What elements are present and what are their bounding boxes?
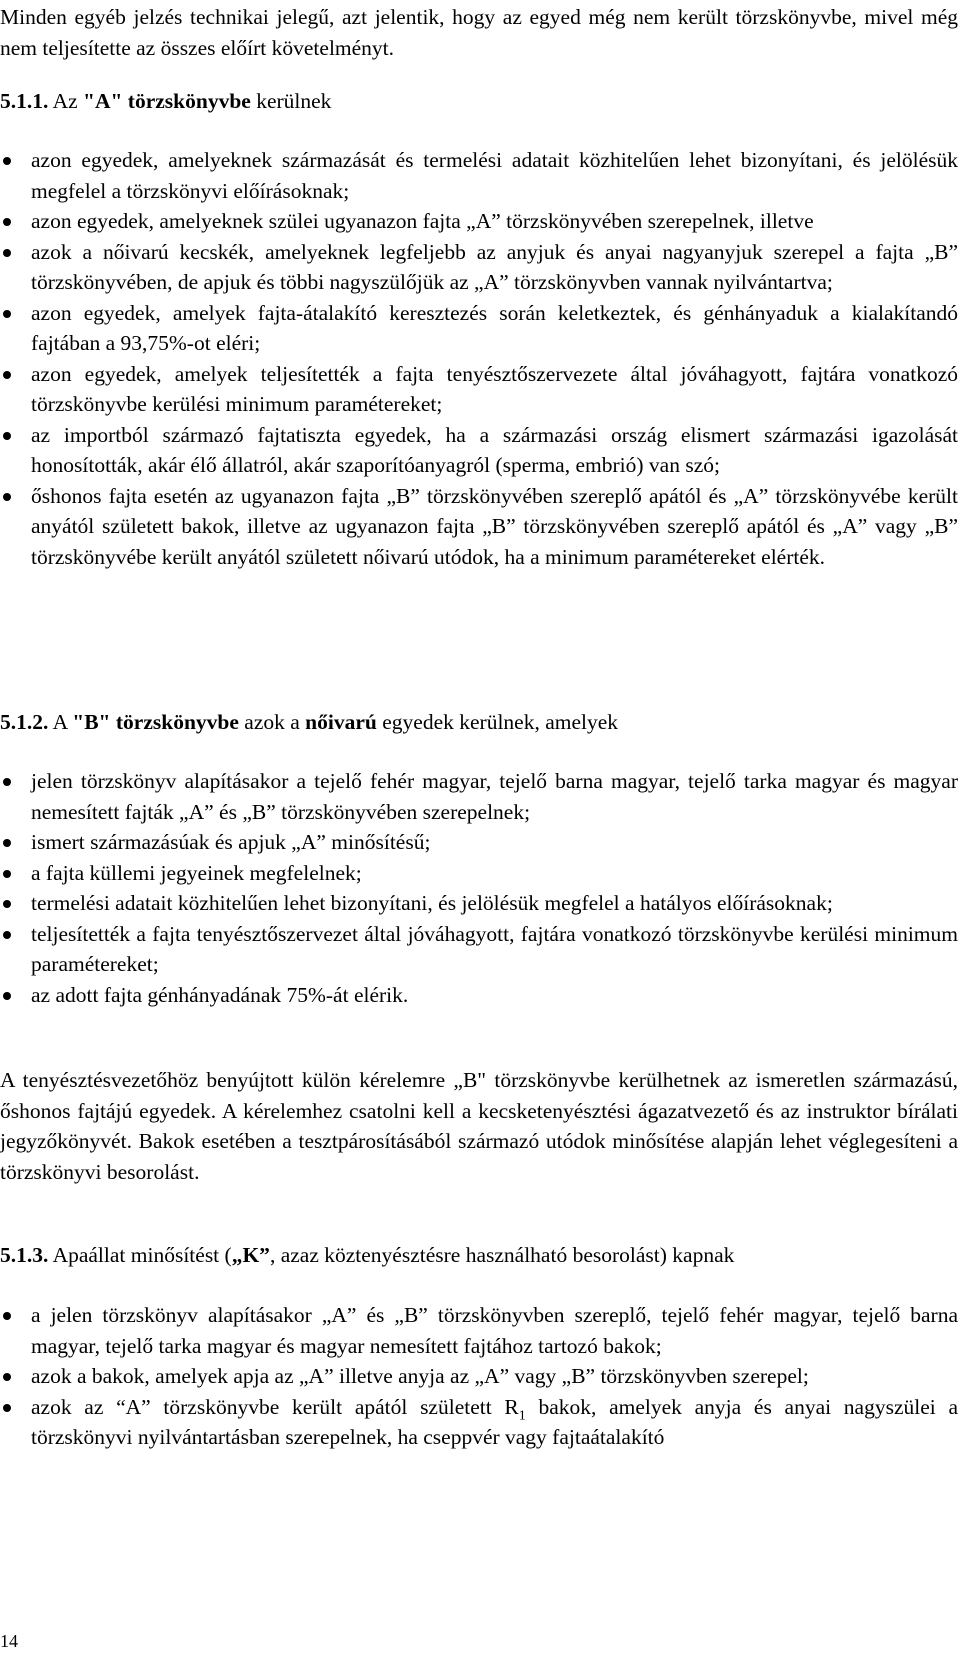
subscript-text: 1 (518, 1407, 526, 1423)
section-number: 5.1.3. (0, 1243, 49, 1267)
list-item: termelési adatait közhitelűen lehet bizonyítani, és jelölésük megfelel a hatályos előírásoknak; (0, 888, 958, 919)
list-item: a fajta küllemi jegyeinek megfelelnek; (0, 858, 958, 889)
list-item: ismert származásúak és apjuk „A” minősítésű; (0, 827, 958, 858)
heading-bold-text: „K” (231, 1243, 270, 1267)
list-item: azok a nőivarú kecskék, amelyeknek legfeljebb az anyjuk és anyai nagyanyjuk szerepel a fajta „B” törzskönyvében, de apjuk és többi nagyszülőjük az „A” törzskönyvben vannak nyilvántartva; (0, 237, 958, 298)
heading-bold-text: nőivarú (305, 710, 377, 734)
list-item: azon egyedek, amelyeknek származását és termelési adatait közhitelűen lehet bizonyítani, és jelölésük megfelel a törzskönyvi előírásoknak; (0, 145, 958, 206)
heading-text: azok a (238, 710, 306, 734)
heading-text: A (48, 710, 73, 734)
section-5-1-2-note: A tenyésztésvezetőhöz benyújtott külön kérelemre „B" törzskönyvbe kerülhetnek az ismeretlen származású, őshonos fajtájú egyedek. A kérelemhez csatolni kell a kecsketenyésztési ágazatvezető és az instruktor bírálati jegyzőkönyvét. Bakok esetében a tesztpárosításából származó utódok minősítése alapján lehet véglegesíteni a törzskönyvi besorolást. (0, 1068, 958, 1184)
list-item: az adott fajta génhányadának 75%-át elérik. (0, 980, 958, 1011)
list-item-text: bakok, amelyek anyja és anyai nagyszülei a törzskönyvi nyilvántartásban szerepelnek, ha cseppvér vagy fajtaátalakító (31, 1394, 958, 1449)
section-5-1-1-list (0, 145, 958, 572)
section-5-1-2-heading (0, 707, 958, 738)
section-number: 5.1.2. (0, 710, 49, 734)
list-item: azok a bakok, amelyek apja az „A” illetve anyja az „A” vagy „B” törzskönyvben szerepel; (0, 1361, 958, 1392)
section-5-1-3-heading (0, 1240, 958, 1271)
list-item: a jelen törzskönyv alapításakor „A” és „B” törzskönyvben szereplő, tejelő fehér magyar, tejelő barna magyar, tejelő tarka magyar és magyar nemesített fajtához tartozó bakok; (0, 1300, 958, 1361)
list-item: azon egyedek, amelyek fajta-átalakító keresztezés során keletkeztek, és génhányaduk a kialakítandó fajtában a 93,75%-ot eléri; (0, 298, 958, 359)
list-item-text: azok az “A” törzskönyvbe került apától született R (31, 1394, 519, 1419)
heading-bold-text: "B" törzskönyvbe (72, 710, 239, 734)
section-number: 5.1.1. (0, 89, 49, 113)
section-5-1-1-heading (0, 86, 958, 117)
list-item: jelen törzskönyv alapításakor a tejelő fehér magyar, tejelő barna magyar, tejelő tarka magyar és magyar nemesített fajták „A” és „B” törzskönyvében szerepelnek; (0, 766, 958, 827)
list-item: őshonos fajta esetén az ugyanazon fajta „B” törzskönyvében szereplő apától és „A” törzskönyvébe került anyától született bakok, illetve az ugyanazon fajta „B” törzskönyvében szereplő apától és „A” vagy „B” törzskönyvébe került anyától született nőivarú utódok, ha a minimum paramétereket elérték. (0, 481, 958, 573)
list-item (0, 1392, 958, 1453)
list-item: azon egyedek, amelyeknek szülei ugyanazon fajta „A” törzskönyvében szerepelnek, illetve (0, 206, 958, 237)
intro-paragraph: Minden egyéb jelzés technikai jelegű, azt jelentik, hogy az egyed még nem került törzskönyvbe, mivel még nem teljesítette az összes előírt követelményt. (0, 5, 958, 60)
list-item: azon egyedek, amelyek teljesítették a fajta tenyésztőszervezete által jóváhagyott, fajtára vonatkozó törzskönyvbe kerülési minimum paramétereket; (0, 359, 958, 420)
heading-text: egyedek kerülnek, amelyek (376, 710, 619, 734)
heading-text: , azaz köztenyésztésre használható besorolást) kapnak (269, 1243, 735, 1267)
heading-text: Apaállat minősítést ( (48, 1243, 232, 1267)
heading-text: kerülnek (250, 89, 332, 113)
heading-bold-text: "A" törzskönyvbe (83, 89, 251, 113)
heading-text: Az (48, 89, 84, 113)
section-5-1-3-list (0, 1300, 958, 1453)
list-item: teljesítették a fajta tenyésztőszervezet által jóváhagyott, fajtára vonatkozó törzskönyvbe kerülési minimum paramétereket; (0, 919, 958, 980)
page-number: 14 (0, 1631, 18, 1651)
list-item: az importból származó fajtatiszta egyedek, ha a származási ország elismert származási igazolását honosították, akár élő állatról, akár szaporítóanyagról (sperma, embrió) van szó; (0, 420, 958, 481)
section-5-1-2-list (0, 766, 958, 1010)
